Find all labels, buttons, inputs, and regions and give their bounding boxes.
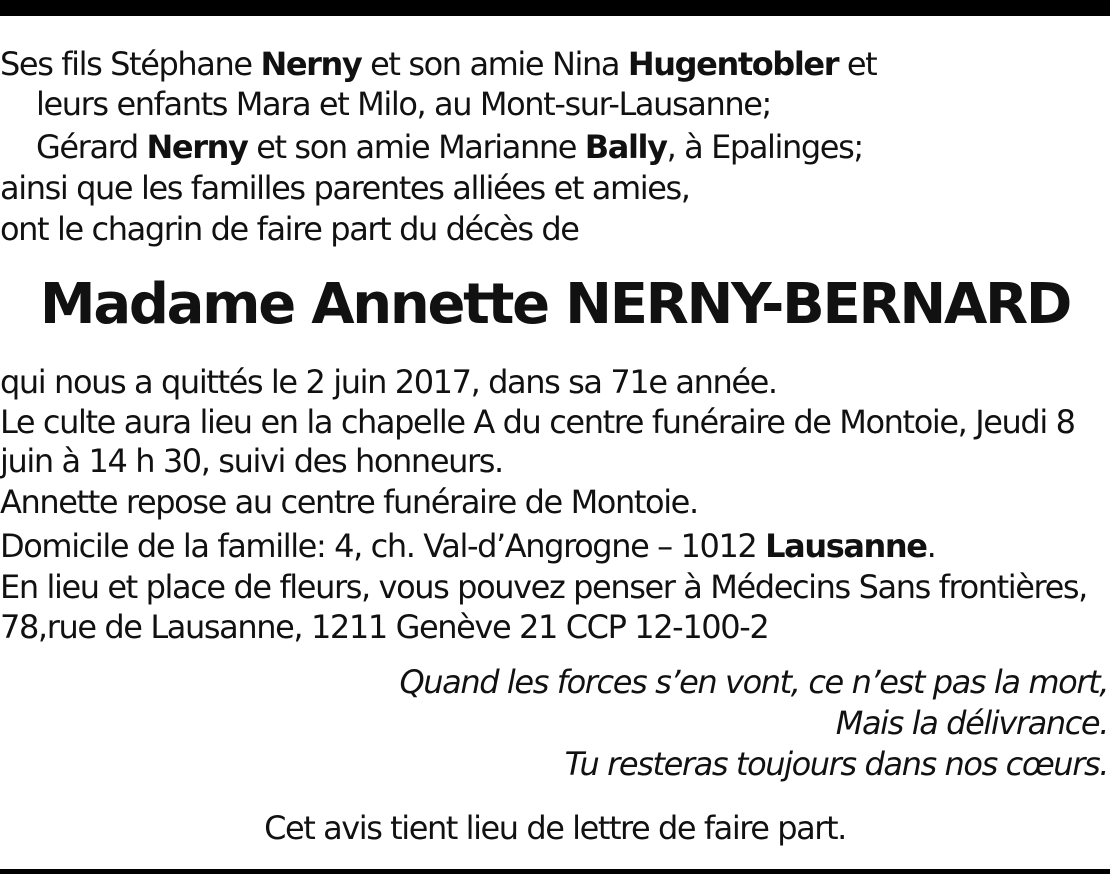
family-surname: Bally [584, 128, 667, 166]
family-line-3 [36, 127, 863, 167]
quote-line-1: Quand les forces s’en vont, ce n’est pas la mort, [399, 663, 1108, 701]
family-text: Gérard [36, 128, 147, 166]
family-line-5: ont le chagrin de faire part du décès de [0, 210, 579, 248]
details-line-7: 78,rue de Lausanne, 1211 Genève 21 CCP 12-100-2 [0, 608, 769, 646]
bottom-rule [0, 869, 1110, 874]
family-line-4: ainsi que les familles parentes alliées et amies, [0, 169, 690, 207]
family-text: et [838, 45, 877, 83]
family-surname: Nerny [260, 45, 362, 83]
family-text: et son amie Marianne [247, 128, 585, 166]
top-rule [0, 0, 1110, 16]
family-line-1 [0, 44, 876, 84]
address-text: Domicile de la famille: 4, ch. Val-d’Angrogne – 1012 [0, 527, 766, 565]
family-surname: Hugentobler [627, 45, 839, 83]
address-city: Lausanne [765, 527, 927, 565]
family-text: Ses fils Stéphane [0, 45, 261, 83]
details-line-2: Le culte aura lieu en la chapelle A du centre funéraire de Montoie, Jeudi 8 [0, 403, 1075, 441]
closing-note: Cet avis tient lieu de lettre de faire part. [264, 809, 846, 847]
details-line-3: juin à 14 h 30, suivi des honneurs. [0, 442, 503, 480]
details-line-5 [0, 526, 935, 566]
address-text: . [926, 527, 936, 565]
quote-line-3: Tu resteras toujours dans nos cœurs. [564, 745, 1108, 783]
family-surname: Nerny [146, 128, 248, 166]
details-line-6: En lieu et place de fleurs, vous pouvez penser à Médecins Sans frontières, [0, 568, 1087, 606]
family-line-2: leurs enfants Mara et Milo, au Mont-sur-Lausanne; [36, 85, 771, 123]
quote-line-2: Mais la délivrance. [835, 704, 1108, 742]
details-line-4: Annette repose au centre funéraire de Montoie. [0, 483, 698, 521]
family-text: , à Epalinges; [666, 128, 863, 166]
family-text: et son amie Nina [361, 45, 628, 83]
details-line-1: qui nous a quittés le 2 juin 2017, dans sa 71e année. [0, 363, 777, 401]
deceased-name: Madame Annette NERNY-BERNARD [39, 272, 1071, 337]
